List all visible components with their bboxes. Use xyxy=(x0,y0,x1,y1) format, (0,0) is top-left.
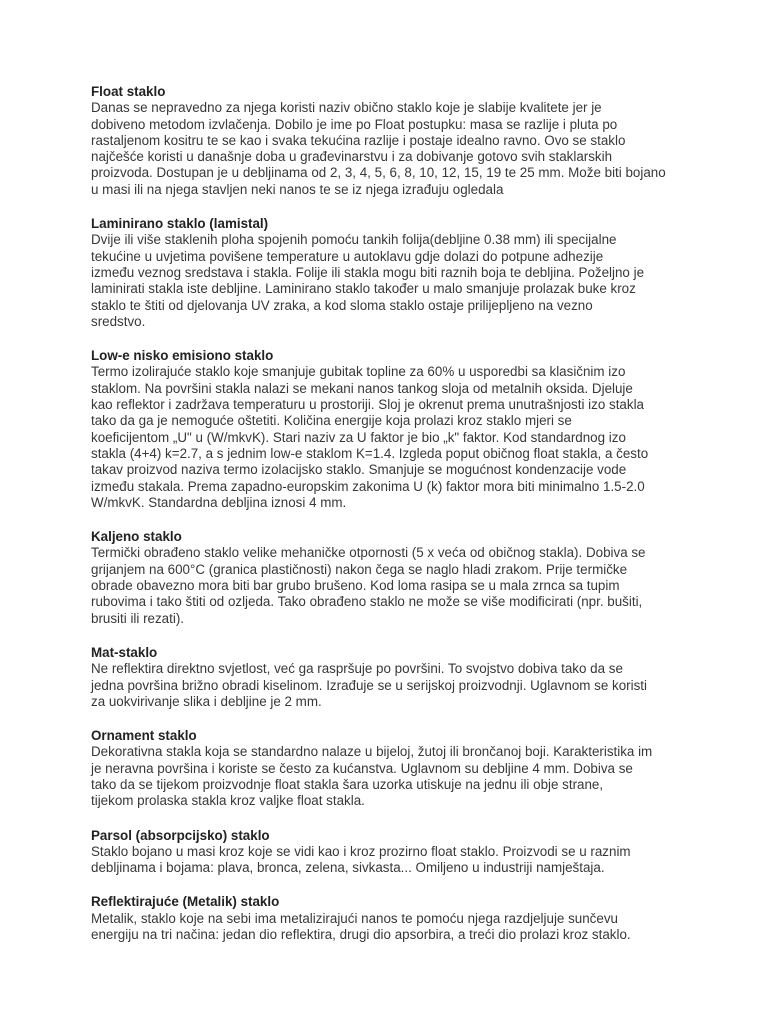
section xyxy=(91,84,691,198)
section-heading: Ornament staklo xyxy=(91,728,197,744)
paragraph-line: Metalik, staklo koje na sebi ima metalizirajući nanos te pomoću njega razdjeljuje sunčevu xyxy=(91,910,618,926)
paragraph-line: laminirati stakla iste debljine. Laminirano staklo također u malo smanjuje prolazak buke kroz xyxy=(91,281,636,297)
paragraph-line: jedna površina brižno obradi kiselinom. Izrađuje se u serijskoj proizvodnji. Uglavnom se koristi xyxy=(91,677,647,693)
paragraph-line: energiju na tri načina: jedan dio reflektira, drugi dio apsorbira, a treći dio prolazi kroz staklo. xyxy=(91,927,631,943)
paragraph-line: u masi ili na njega stavljen neki nanos te se iz njega izrađuju ogledala xyxy=(91,181,504,197)
paragraph-line: Termički obrađeno staklo velike mehaničke otpornosti (5 x veća od običnog stakla). Dobiva se xyxy=(91,545,646,561)
paragraph-line: između veznog sredstava i stakla. Folije ili stakla mogu biti raznih boja te debljina. Poželjno je xyxy=(91,264,645,280)
paragraph-line: je neravna površina i koriste se često za kućanstva. Uglavnom su debljine 4 mm. Dobiva se xyxy=(91,760,633,776)
paragraph-line: Termo izolirajuće staklo koje smanjuje gubitak topline za 60% u usporedbi sa klasičnim izo xyxy=(91,364,626,380)
paragraph-line: tijekom prolaska stakla kroz valjke float stakla. xyxy=(91,793,365,809)
paragraph-line: rastaljenom kositru te se kao i svaka tekućina razlije i postaje idealno ravno. Ovo se staklo xyxy=(91,132,626,148)
section xyxy=(91,828,691,877)
paragraph-line: tekućine u uvjetima povišene temperature u autoklavu gdje dolazi do potpune adhezije xyxy=(91,248,604,264)
section xyxy=(91,216,691,330)
paragraph-line: debljinama i bojama: plava, bronca, zelena, sivkasta... Omiljeno u industriji namještaja. xyxy=(91,860,605,876)
section-heading: Float staklo xyxy=(91,84,166,99)
section-heading: Kaljeno staklo xyxy=(91,529,182,545)
paragraph-line: dobiveno metodom izvlačenja. Dobilo je ime po Float postupku: masa se razlije i pluta po xyxy=(91,116,618,132)
section-heading: Low-e nisko emisiono staklo xyxy=(91,348,274,364)
document-page xyxy=(91,84,691,961)
paragraph-line: W/mkvK. Standardna debljina iznosi 4 mm. xyxy=(91,494,347,510)
paragraph-line: za uokvirivanje slika i debljine je 2 mm. xyxy=(91,693,322,709)
paragraph-line: takav proizvod naziva termo izolacijsko staklo. Smanjuje se mogućnost kondenzacije vode xyxy=(91,462,627,478)
section xyxy=(91,348,691,511)
paragraph-line: obrade obavezno mora biti bar grubo brušeno. Kod loma rasipa se u mala zrnca sa tupim xyxy=(91,578,620,594)
paragraph-line: kao reflektor i zadržava temperaturu u prostoriji. Sloj je okrenut prema unutrašnjosti izo stakla xyxy=(91,397,644,413)
section xyxy=(91,645,691,710)
paragraph-line: sredstvo. xyxy=(91,313,146,329)
section-heading: Parsol (absorpcijsko) staklo xyxy=(91,827,270,843)
paragraph-line: tako da se tijekom proizvodnje float stakla šara uzorka utiskuje na jednu ili obje strane, xyxy=(91,776,604,792)
section xyxy=(91,529,691,627)
section-heading: Reflektirajuće (Metalik) staklo xyxy=(91,894,280,910)
paragraph-line: brusiti ili rezati). xyxy=(91,610,185,626)
paragraph-line: Dvije ili više staklenih ploha spojenih pomoću tankih folija(debljine 0.38 mm) ili specijalne xyxy=(91,232,617,248)
paragraph-line: Danas se nepravedno za njega koristi naziv obično staklo koje je slabije kvalitete jer je xyxy=(91,100,602,116)
paragraph-line: koeficijentom „U" u (W/mkvK). Stari naziv za U faktor je bio „k" faktor. Kod standardnog izo xyxy=(91,429,626,445)
section-heading: Laminirano staklo (lamistal) xyxy=(91,216,269,232)
section xyxy=(91,894,691,943)
paragraph-line: Ne reflektira direktno svjetlost, već ga raspršuje po površini. To svojstvo dobiva tako da se xyxy=(91,661,623,677)
paragraph-line: najčešće koristi u današnje doba u građevinarstvu i za dobivanje gotovo svih staklarskih xyxy=(91,149,613,165)
paragraph-line: tako da ga je nemoguće oštetiti. Količina energije koja prolazi kroz staklo mjeri se xyxy=(91,413,572,429)
paragraph-line: staklo te štiti od djelovanja UV zraka, a kod sloma staklo ostaje prilijepljeno na vezno xyxy=(91,297,593,313)
paragraph-line: proizvoda. Dostupan je u debljinama od 2, 3, 4, 5, 6, 8, 10, 12, 15, 19 te 25 mm. Može biti bojano xyxy=(91,165,666,181)
section xyxy=(91,728,691,809)
paragraph-line: Dekorativna stakla koja se standardno nalaze u bijeloj, žutoj ili brončanoj boji. Karakteristika im xyxy=(91,744,653,760)
paragraph-line: stakla (4+4) k=2.7, a s jednim low-e staklom K=1.4. Izgleda poput običnog float stakla, a često xyxy=(91,445,649,461)
paragraph-line: Staklo bojano u masi kroz koje se vidi kao i kroz prozirno float staklo. Proizvodi se u raznim xyxy=(91,843,631,859)
section-heading: Mat-staklo xyxy=(91,644,158,660)
paragraph-line: staklom. Na površini stakla nalazi se mekani nanos tankog sloja od metalnih oksida. Djeluje xyxy=(91,380,633,396)
paragraph-line: između stakala. Prema zapadno-europskim zakonima U (k) faktor mora biti minimalno 1.5-2.0 xyxy=(91,478,645,494)
paragraph-line: rubovima i tako štiti od ozljeda. Tako obrađeno staklo ne može se više modificirati (npr. bušiti, xyxy=(91,594,643,610)
paragraph-line: grijanjem na 600°C (granica plastičnosti) nakon čega se naglo hladi zrakom. Prije termičke xyxy=(91,561,628,577)
